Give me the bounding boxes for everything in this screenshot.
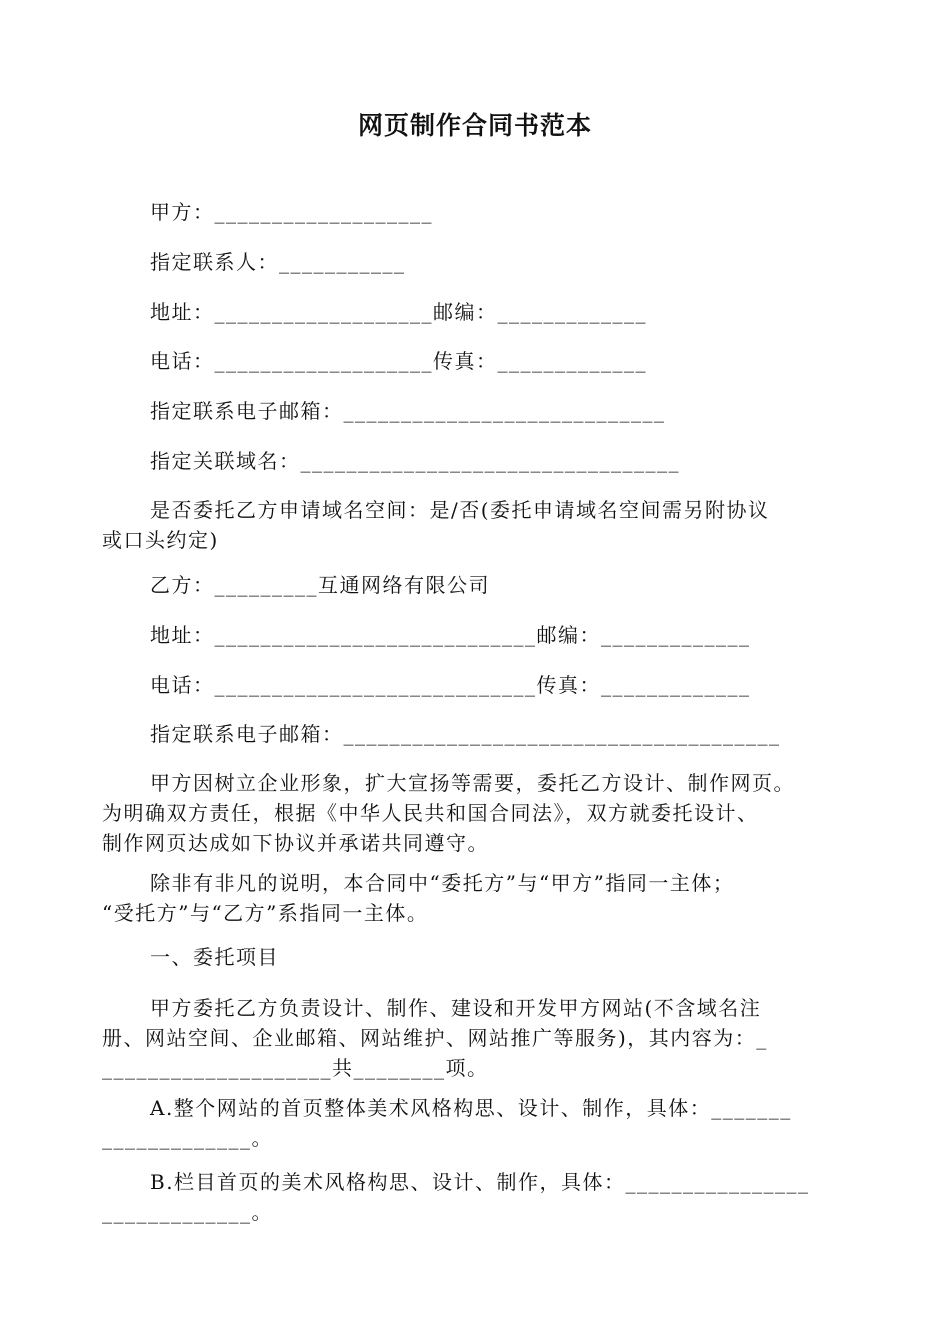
- section-1-body-line-1: 甲方委托乙方负责设计、制作、建设和开发甲方网站(不含域名注: [150, 996, 762, 1020]
- intro-line-2: 为明确双方责任，根据《中华人民共和国合同法》，双方就委托设计、: [102, 801, 759, 825]
- party-a-name-line: 甲方：___________________: [150, 200, 433, 224]
- item-a-line-1: A.整个网站的首页整体美术风格构思、设计、制作，具体：_______: [150, 1096, 792, 1120]
- party-a-address-line: 地址：___________________邮编：_____________: [150, 300, 647, 324]
- section-1-body-line-2: 册、网站空间、企业邮箱、网站维护、网站推广等服务)，其内容为：_: [102, 1026, 768, 1050]
- party-b-address-line: 地址：____________________________邮编：_____________: [150, 623, 751, 647]
- party-a-domain-line: 指定关联域名：_________________________________: [150, 449, 680, 473]
- intro-line-3: 制作网页达成如下协议并承诺共同遵守。: [102, 831, 489, 855]
- item-b-line-2: _____________。: [102, 1200, 273, 1224]
- item-a-line-2: _____________。: [102, 1126, 273, 1150]
- party-a-phone-line: 电话：___________________传真：_____________: [150, 349, 647, 373]
- item-b-paragraph: [102, 1167, 862, 1227]
- section-1-body: [102, 993, 862, 1083]
- definitions-line-2: “受托方”与“乙方”系指同一主体。: [102, 901, 429, 925]
- domain-delegation-paragraph: [102, 495, 862, 555]
- item-b-line-1: B.栏目首页的美术风格构思、设计、制作，具体：________________: [150, 1170, 810, 1194]
- party-a-email-line: 指定联系电子邮箱：____________________________: [150, 399, 666, 423]
- party-b-phone-line: 电话：____________________________传真：_____________: [150, 673, 751, 697]
- party-a-contact-person-line: 指定联系人：___________: [150, 250, 406, 274]
- intro-paragraph: [102, 768, 862, 858]
- definitions-line-1: 除非有非凡的说明，本合同中“委托方”与“甲方”指同一主体；: [150, 871, 735, 895]
- item-a-paragraph: [102, 1093, 862, 1153]
- document-title: 网页制作合同书范本: [357, 111, 592, 140]
- domain-delegation-line-1: 是否委托乙方申请域名空间：是/否(委托申请域名空间需另附协议: [150, 498, 770, 522]
- party-b-email-line: 指定联系电子邮箱：______________________________________: [150, 722, 781, 746]
- party-b-name-line: 乙方：_________互通网络有限公司: [150, 573, 490, 597]
- section-1-body-line-3: ____________________共________项。: [102, 1056, 489, 1080]
- definitions-paragraph: [102, 868, 862, 928]
- domain-delegation-line-2: 或口头约定): [102, 528, 219, 552]
- intro-line-1: 甲方因树立企业形象，扩大宣扬等需要，委托乙方设计、制作网页。: [150, 771, 795, 795]
- section-1-heading: 一、委托项目: [150, 945, 279, 969]
